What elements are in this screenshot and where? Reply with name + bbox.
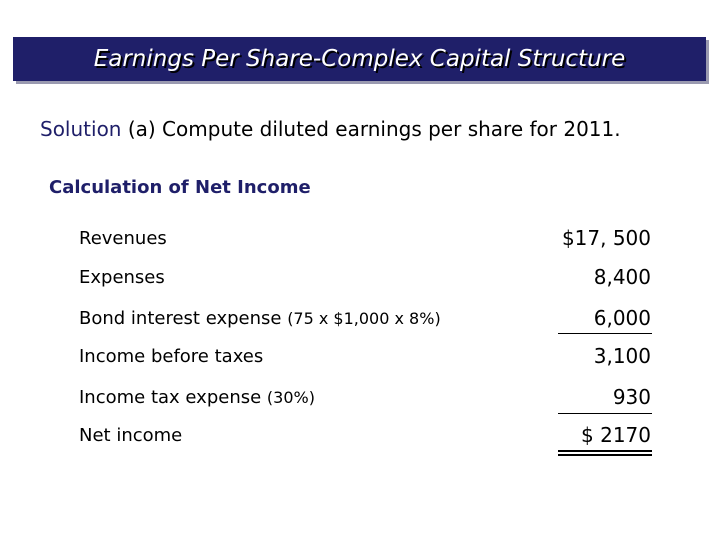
row-label-text: Net income <box>79 425 183 446</box>
row-label-bond-interest <box>79 308 441 329</box>
total-double-rule <box>558 450 652 456</box>
subtotal-rule <box>558 413 652 414</box>
row-label-revenues <box>79 228 167 249</box>
section-heading: Calculation of Net Income <box>49 177 311 198</box>
subtotal-rule <box>558 333 652 334</box>
row-label-expenses <box>79 267 165 288</box>
row-label-income-before-taxes <box>79 346 263 367</box>
row-label-income-tax <box>79 387 315 408</box>
solution-label: Solution <box>40 117 122 141</box>
slide-title: Earnings Per Share-Complex Capital Structure <box>93 46 626 72</box>
row-value-revenues: $17, 500 <box>561 226 651 250</box>
row-label-note: (75 x $1,000 x 8%) <box>287 309 441 328</box>
row-value-income-before-taxes: 3,100 <box>593 344 651 368</box>
row-value-income-tax: 930 <box>612 385 651 409</box>
row-value-bond-interest: 6,000 <box>593 306 651 330</box>
row-label-text: Bond interest expense <box>79 308 288 329</box>
row-label-note: (30%) <box>266 388 315 407</box>
title-banner <box>13 37 706 81</box>
row-label-text: Expenses <box>79 267 165 288</box>
row-label-text: Income before taxes <box>79 346 264 367</box>
row-value-net-income: $ 2170 <box>581 423 651 447</box>
solution-subtitle <box>40 117 621 141</box>
row-label-text: Revenues <box>79 228 167 249</box>
solution-text: (a) Compute diluted earnings per share for 2011. <box>121 117 621 141</box>
row-label-text: Income tax expense <box>79 387 267 408</box>
row-label-net-income <box>79 425 182 446</box>
row-value-expenses: 8,400 <box>593 265 651 289</box>
